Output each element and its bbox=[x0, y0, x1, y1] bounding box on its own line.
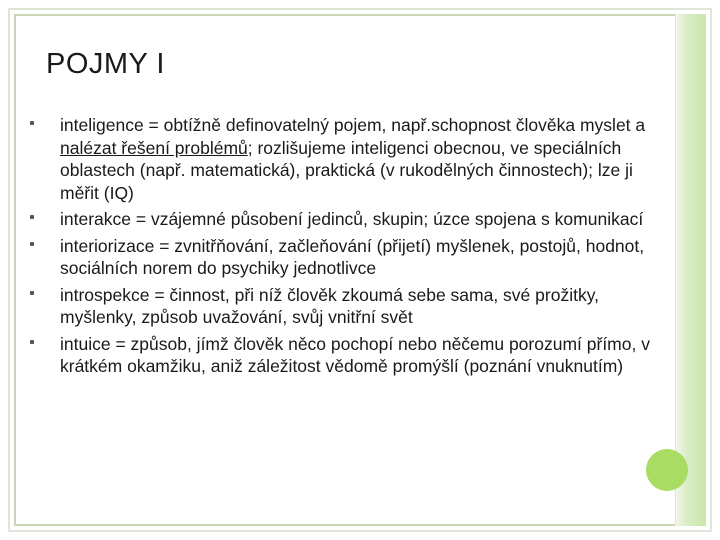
bullet-icon bbox=[30, 242, 34, 246]
item-text-before: inteligence = obtížně definovatelný pojem, např.schopnost člověka myslet a bbox=[60, 115, 646, 135]
list-item-inteligence bbox=[30, 114, 654, 204]
bullet-icon bbox=[30, 291, 34, 295]
list-item-text: interiorizace = zvnitřňování, začleňování (přijetí) myšlenek, postojů, hodnot, sociálních norem do psychiky jednotlivce bbox=[60, 235, 645, 278]
decorative-circle bbox=[646, 449, 688, 491]
list-item-text: intuice = způsob, jímž člověk něco pochopí nebo něčemu porozumí přímo, v krátkém okamžiku, aniž záležitost vědomě promýšlí (poznání vnuknutím) bbox=[60, 333, 650, 376]
bullet-icon bbox=[30, 340, 34, 344]
underlined-phrase: nalézat řešení problémů bbox=[60, 137, 248, 158]
bullet-icon bbox=[30, 215, 34, 219]
bullet-list bbox=[30, 114, 654, 382]
bullet-icon bbox=[30, 121, 34, 125]
item-text-after: ; rozlišujeme inteligenci obecnou, ve speciálních oblastech (např. matematická), praktická (v rukodělných činnostech); lze ji měřit (IQ) bbox=[60, 137, 633, 203]
list-item-intuice bbox=[30, 333, 654, 378]
list-item-introspekce bbox=[30, 284, 654, 329]
list-item-text: interakce = vzájemné působení jedinců, skupin; úzce spojena s komunikací bbox=[60, 209, 644, 229]
decorative-side-bar bbox=[675, 14, 706, 526]
list-item-text: introspekce = činnost, při níž člověk zkoumá sebe sama, své prožitky, myšlenky, způsob uvažování, svůj vnitřní svět bbox=[60, 284, 600, 327]
slide-title: POJMY I bbox=[46, 48, 165, 80]
list-item-interiorizace bbox=[30, 235, 654, 280]
list-item-text bbox=[60, 114, 654, 204]
list-item-interakce bbox=[30, 208, 654, 231]
